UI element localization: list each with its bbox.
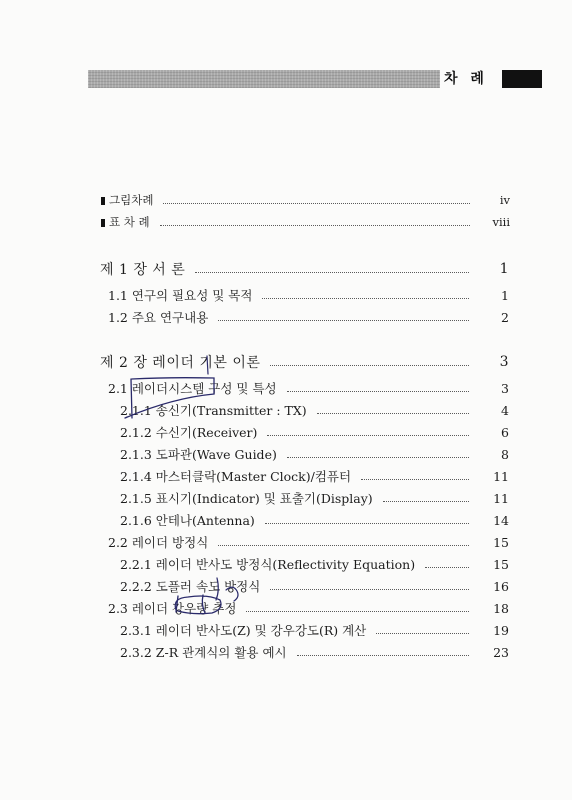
toc-entry-page: 3 (499, 354, 509, 370)
leader-dots (270, 365, 469, 366)
toc-entry-page: 19 (493, 622, 509, 638)
toc-entry-page: 2 (501, 309, 509, 325)
toc-entry-2-1-4[interactable] (0, 465, 572, 487)
leader-dots (297, 655, 469, 656)
toc-entry-title: 2.2.2 도플러 속도 방정식 (120, 579, 261, 594)
leader-dots (195, 272, 469, 273)
toc-entry-2-3-1[interactable] (0, 619, 572, 641)
toc-entry-2-3-2[interactable] (0, 641, 572, 663)
toc-entry-title: 그림차례 (109, 193, 154, 207)
leader-dots (267, 435, 469, 436)
toc-entry-2-1-5[interactable] (0, 487, 572, 509)
toc-entry-page: 15 (493, 534, 509, 550)
toc-entry-page: 1 (499, 261, 509, 277)
toc-entry-2-2-1[interactable] (0, 553, 572, 575)
toc-entry-page: 3 (501, 380, 509, 396)
toc-entry-page: 4 (501, 402, 509, 418)
toc-entry-2-1-6[interactable] (0, 509, 572, 531)
page-title: 차 례 (444, 71, 488, 87)
toc-entry-2-1[interactable] (0, 377, 572, 399)
toc-entry-2-2-2[interactable] (0, 575, 572, 597)
leader-dots (361, 479, 469, 480)
toc-entry-title: 2.3.1 레이더 반사도(Z) 및 강우강도(R) 계산 (120, 623, 367, 638)
leader-dots (265, 523, 469, 524)
leader-dots (262, 298, 469, 299)
leader-dots (160, 225, 470, 226)
toc-entry-2-1-2[interactable] (0, 421, 572, 443)
toc-entry-title: 제 1 장 서 론 (100, 262, 186, 278)
toc-entry-page: 14 (493, 512, 509, 528)
toc-entry-title: 2.1.4 마스터클락(Master Clock)/컴퓨터 (120, 469, 352, 484)
toc-entry-page: 1 (501, 287, 509, 303)
toc-entry-page: 11 (493, 468, 509, 484)
leader-dots (270, 589, 469, 590)
toc-entry-page: 8 (501, 446, 509, 462)
bullet-icon (101, 219, 105, 227)
toc-entry-figure-list[interactable] (0, 189, 572, 211)
toc-entry-page: 16 (493, 578, 509, 594)
toc-entry-page: 15 (493, 556, 509, 572)
toc-entry-page: 6 (501, 424, 509, 440)
leader-dots (317, 413, 469, 414)
toc-entry-title: 2.1.2 수신기(Receiver) (120, 425, 258, 440)
toc-entry-2-3[interactable] (0, 597, 572, 619)
toc-entry-2-1-3[interactable] (0, 443, 572, 465)
toc-entry-title: 1.1 연구의 필요성 및 목적 (108, 288, 253, 303)
toc-entry-title: 2.1.6 안테나(Antenna) (120, 513, 255, 528)
toc-entry-2-1-1[interactable] (0, 399, 572, 421)
leader-dots (425, 567, 469, 568)
toc-entry-title: 2.1.3 도파관(Wave Guide) (120, 447, 277, 462)
leader-dots (246, 611, 469, 612)
toc-entry-1-2[interactable] (0, 306, 572, 328)
leader-dots (218, 545, 469, 546)
toc-entry-table-list[interactable] (0, 211, 572, 233)
leader-dots (376, 633, 469, 634)
toc-entry-title: 2.1 레이더시스템 구성 및 특성 (108, 381, 277, 396)
toc-entry-title: 2.2.1 레이더 반사도 방정식(Reflectivity Equation) (120, 557, 416, 572)
bullet-icon (101, 197, 105, 205)
leader-dots (287, 457, 469, 458)
toc-entry-2-2[interactable] (0, 531, 572, 553)
toc-entry-page: iv (499, 193, 510, 207)
toc-entry-title: 2.3 레이더 강우량 추정 (108, 601, 237, 616)
leader-dots (383, 501, 469, 502)
toc-entry-page: 18 (493, 600, 509, 616)
toc-entry-page: viii (492, 215, 510, 229)
toc-entry-page: 11 (493, 490, 509, 506)
toc-entry-title: 2.1.5 표시기(Indicator) 및 표출기(Display) (120, 491, 373, 506)
toc-entry-chapter-1[interactable] (0, 258, 572, 280)
toc-entry-chapter-2[interactable] (0, 351, 572, 373)
toc-entry-page: 23 (493, 644, 509, 660)
toc-entry-title: 2.2 레이더 방정식 (108, 535, 209, 550)
leader-dots (218, 320, 469, 321)
toc-entry-title: 제 2 장 레이더 기본 이론 (100, 355, 261, 371)
leader-dots (163, 203, 470, 204)
toc-entry-title: 2.3.2 Z-R 관계식의 활용 예시 (120, 645, 287, 660)
toc-entry-title: 1.2 주요 연구내용 (108, 310, 209, 325)
toc-entry-title: 표 차 례 (109, 215, 150, 229)
toc-entry-title: 2.1.1 송신기(Transmitter : TX) (120, 403, 307, 418)
leader-dots (287, 391, 469, 392)
toc-entry-1-1[interactable] (0, 284, 572, 306)
